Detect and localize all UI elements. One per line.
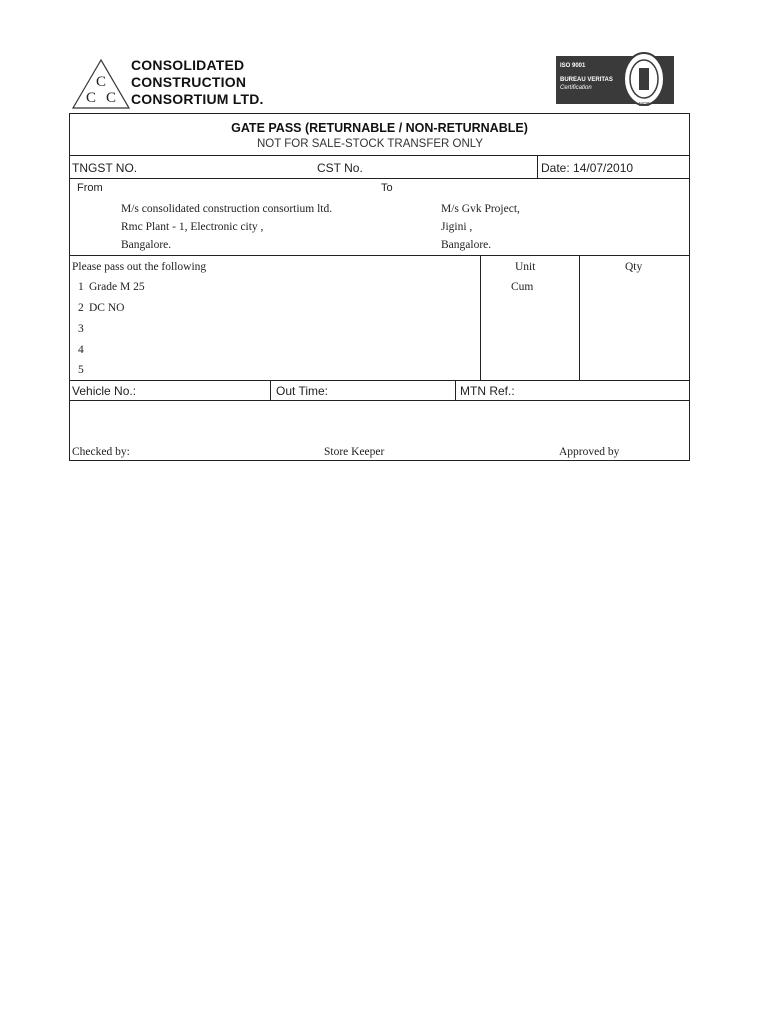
pass-instruction: Please pass out the following xyxy=(72,261,207,273)
from-label: From xyxy=(77,182,103,194)
bv-sub: Certification xyxy=(560,85,592,91)
seal-year: 1828 xyxy=(638,102,650,108)
company-logo xyxy=(71,58,131,110)
iso-label: ISO 9001 xyxy=(560,63,586,69)
item-1-description: Grade M 25 xyxy=(89,281,145,293)
to-address-line-3: Bangalore. xyxy=(441,239,492,251)
logo-letter-top: C xyxy=(95,74,107,90)
item-5-number: 5 xyxy=(78,364,84,376)
form-subtitle: NOT FOR SALE-STOCK TRANSFER ONLY xyxy=(257,138,483,150)
mtn-ref-label: MTN Ref.: xyxy=(460,384,515,398)
bv-brand: BUREAU VERITAS xyxy=(560,77,613,83)
date-field: Date: 14/07/2010 xyxy=(541,161,634,175)
cst-label: CST No. xyxy=(317,161,363,175)
to-address-line-2: Jigini , xyxy=(441,221,473,233)
company-name xyxy=(131,57,264,108)
item-4-number: 4 xyxy=(78,344,84,356)
vehicle-no-label: Vehicle No.: xyxy=(72,384,137,398)
item-2-description: DC NO xyxy=(89,302,125,314)
out-time-label: Out Time: xyxy=(276,384,329,398)
item-1-number: 1 xyxy=(78,281,84,293)
unit-header: Unit xyxy=(515,261,536,273)
to-address-line-1: M/s Gvk Project, xyxy=(441,203,520,215)
gate-pass-form xyxy=(69,113,690,461)
company-name-line-1: CONSOLIDATED xyxy=(131,57,245,73)
item-1-unit: Cum xyxy=(511,281,534,293)
item-2-number: 2 xyxy=(78,302,84,314)
company-name-line-2: CONSTRUCTION xyxy=(131,74,247,90)
from-address-line-2: Rmc Plant - 1, Electronic city , xyxy=(121,221,264,233)
certification-text xyxy=(560,62,613,92)
logo-letter-right: C xyxy=(105,90,117,106)
from-address-line-3: Bangalore. xyxy=(121,239,172,251)
tngst-label: TNGST NO. xyxy=(72,161,138,175)
from-address-line-1: M/s consolidated construction consortium ltd. xyxy=(121,203,333,215)
checked-by-label: Checked by: xyxy=(72,446,130,458)
form-title: GATE PASS (RETURNABLE / NON-RETURNABLE) xyxy=(231,121,528,135)
company-name-line-3: CONSORTIUM LTD. xyxy=(131,91,264,107)
to-label: To xyxy=(381,182,393,194)
bureau-veritas-seal-icon xyxy=(620,48,668,110)
approved-by-label: Approved by xyxy=(559,446,620,458)
item-3-number: 3 xyxy=(78,323,84,335)
store-keeper-label: Store Keeper xyxy=(324,446,385,458)
logo-letter-left: C xyxy=(85,90,97,106)
qty-header: Qty xyxy=(625,261,643,273)
